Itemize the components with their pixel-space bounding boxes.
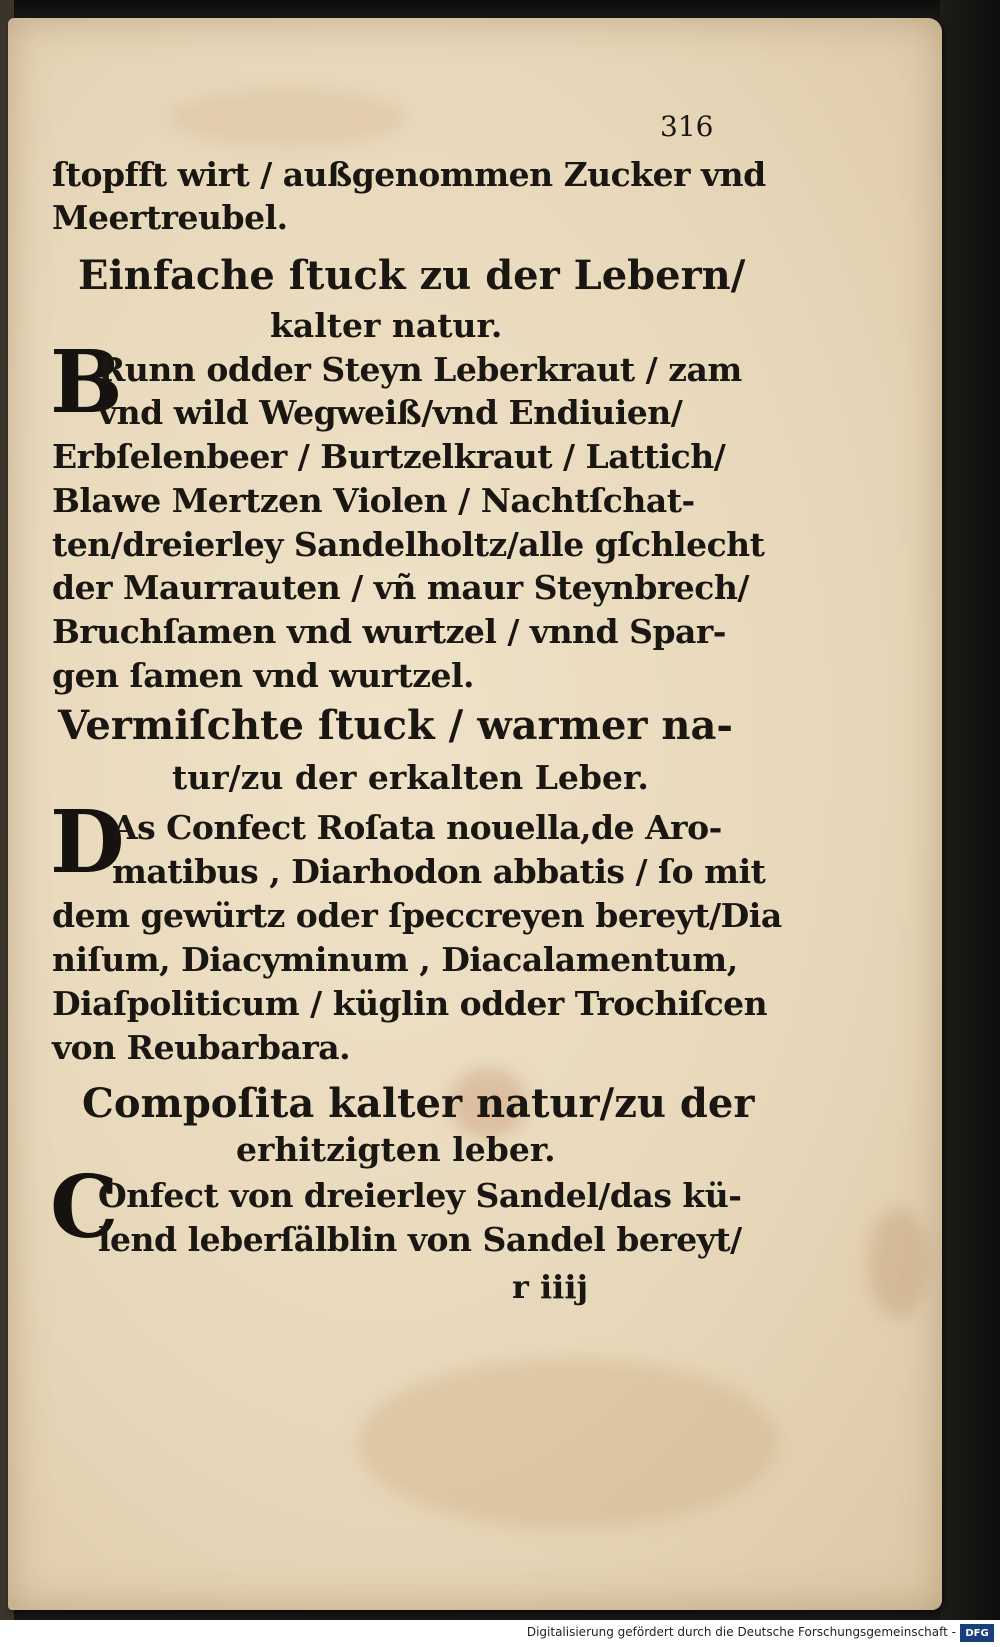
water-stain bbox=[168, 88, 408, 148]
text-line: Onfect von dreierley Sandel/das kü- bbox=[98, 1176, 742, 1215]
section-subheading: kalter natur. bbox=[270, 306, 503, 345]
digitization-footer bbox=[0, 1620, 1000, 1647]
text-line: As Confect Roſata nouella,de Aro- bbox=[112, 808, 722, 847]
text-line: Diaſpoliticum / küglin odder Trochiſcen bbox=[52, 984, 768, 1023]
text-line: von Reubarbara. bbox=[52, 1028, 351, 1067]
text-line: dem gewürtz oder ſpeccreyen bereyt/Dia bbox=[52, 896, 782, 935]
text-line: matibus , Diarhodon abbatis / ſo mit bbox=[112, 852, 766, 891]
section-heading: Einfache ſtuck zu der Lebern/ bbox=[78, 252, 746, 299]
water-stain bbox=[358, 1358, 778, 1528]
text-line: der Maurrauten / vñ maur Steynbrech/ bbox=[52, 568, 749, 607]
text-line: Bruchſamen vnd wurtzel / vnnd Spar- bbox=[52, 612, 726, 651]
text-line: Erbſelenbeer / Burtzelkraut / Lattich/ bbox=[52, 437, 726, 476]
section-subheading: erhitzigten leber. bbox=[236, 1130, 556, 1169]
page-number: 316 bbox=[660, 110, 714, 143]
text-line: vnd wild Wegweiß/vnd Endiuien/ bbox=[98, 393, 683, 432]
drop-cap-initial: D bbox=[50, 792, 125, 893]
text-line: ſtopfft wirt / außgenommen Zucker vnd bbox=[52, 155, 766, 194]
section-subheading: tur/zu der erkalten Leber. bbox=[172, 758, 649, 797]
signature-mark: r iiij bbox=[512, 1268, 589, 1306]
text-line: lend leberſälblin von Sandel bereyt/ bbox=[98, 1220, 742, 1259]
text-line: ten/dreierley Sandelholtz/alle gſchlecht bbox=[52, 525, 765, 564]
scan-backdrop-right bbox=[940, 0, 1000, 1620]
text-line: Blawe Mertzen Violen / Nachtſchat- bbox=[52, 481, 695, 520]
drop-cap-initial: B bbox=[50, 332, 123, 433]
funding-credit: Digitalisierung gefördert durch die Deutsche Forschungsgemeinschaft - bbox=[526, 1625, 956, 1639]
section-heading: Vermiſchte ſtuck / warmer na- bbox=[58, 702, 733, 749]
dfg-logo: DFG bbox=[960, 1624, 994, 1642]
text-line: Runn odder Steyn Leberkraut / zam bbox=[98, 350, 742, 389]
drop-cap-initial: C bbox=[50, 1157, 119, 1258]
text-line: gen ſamen vnd wurtzel. bbox=[52, 656, 475, 695]
section-heading: Compoſita kalter natur/zu der bbox=[82, 1080, 755, 1127]
text-line: Meertreubel. bbox=[52, 198, 288, 237]
text-line: niſum, Diacyminum , Diacalamentum, bbox=[52, 940, 738, 979]
